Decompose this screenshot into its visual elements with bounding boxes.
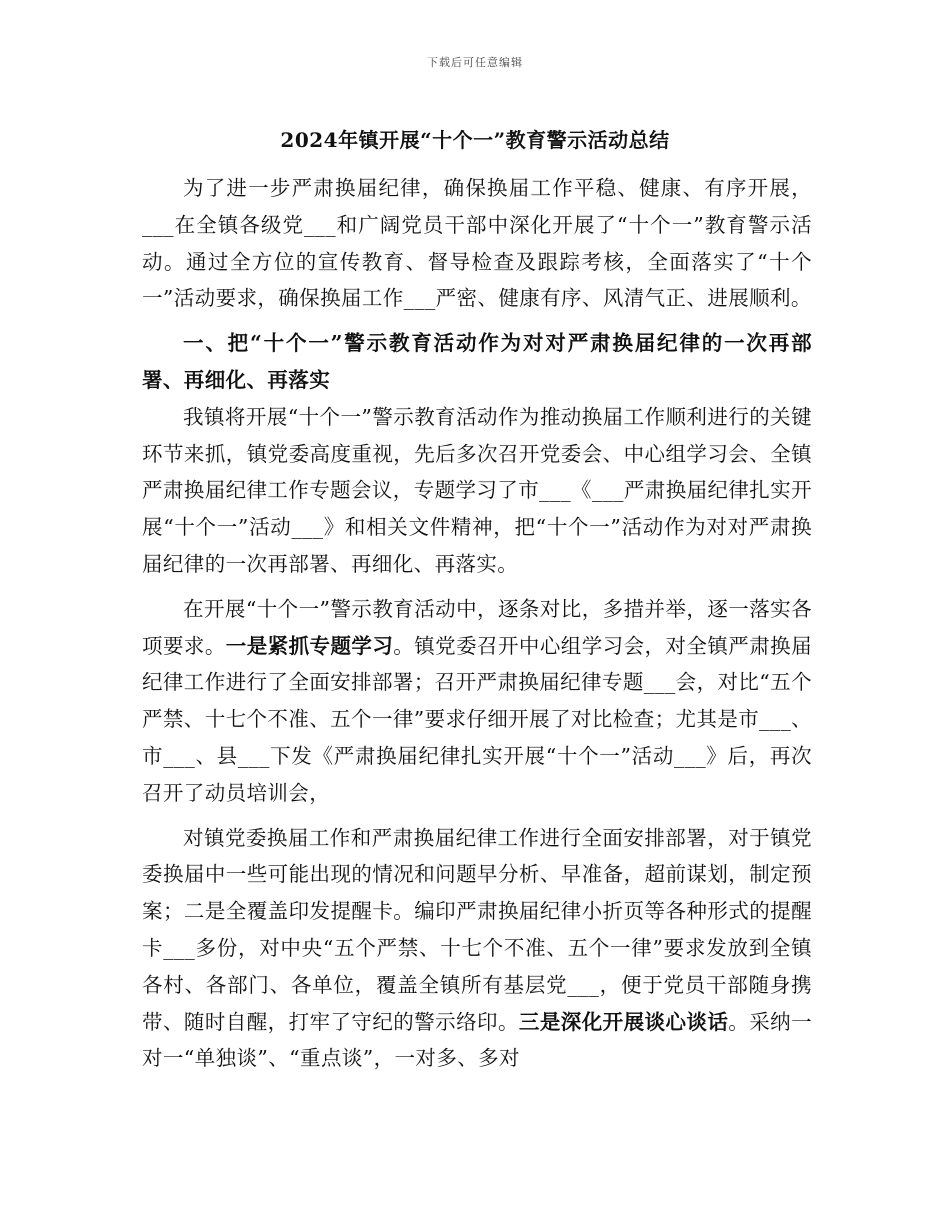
paragraph-3-bold: 一是紧抓专题学习 bbox=[225, 633, 394, 658]
header-note: 下载后可任意编辑 bbox=[427, 56, 523, 69]
paragraph-4-rest: 。采纳一对一“单独谈”、“重点谈”，一对多、多对 bbox=[142, 1009, 812, 1071]
paragraph-intro: 为了进一步严肃换届纪律，确保换届工作平稳、健康、有序开展，___在全镇各级党___和广阔党员干部中深化开展了“十个一”教育警示活动。通过全方位的宣传教育、督导检查及跟踪考核，全面落实了“十个一”活动要求，确保换届工作___严密、健康有序、风清气正、进展顺利。 bbox=[142, 176, 812, 311]
paragraph-4-bold: 三是深化开展谈心谈话 bbox=[518, 1009, 729, 1034]
paragraph-2: 我镇将开展“十个一”警示教育活动作为推动换届工作顺利进行的关键环节来抓，镇党委高度重视，先后多次召开党委会、中心组学习会、全镇严肃换届纪律工作专题会议，专题学习了市___《___严肃换届纪律扎实开展“十个一”活动___》和相关文件精神，把“十个一”活动作为对对严肃换届纪律的一次再部署、再细化、再落实。 bbox=[142, 404, 812, 576]
paragraph-3-rest: 。镇党委召开中心组学习会，对全镇严肃换届纪律工作进行了全面安排部署；召开严肃换届纪律专题___会，对比“五个严禁、十七个不准、五个一律”要求仔细开展了对比检查；尤其是市___、市___、县___下发《严肃换届纪律扎实开展“十个一”活动___》后，再次召开了动员培训会， bbox=[142, 633, 813, 805]
paragraph-3 bbox=[142, 591, 812, 812]
paragraph-4-lead: 对镇党委换届工作和严肃换届纪律工作进行全面安排部署，对于镇党委换届中一些可能出现的情况和问题早分析、早准备，超前谋划，制定预案；二是全覆盖印发提醒卡。编印严肃换届纪律小折页等各种形式的提醒卡___多份，对中央“五个严禁、十七个不准、五个一律”要求发放到全镇各村、各部门、各单位，覆盖全镇所有基层党___，便于党员干部随身携带、随时自醒，打牢了守纪的警示络印。 bbox=[142, 825, 812, 1034]
paragraph-4 bbox=[142, 820, 812, 1078]
paragraph-3-lead: 在开展“十个一”警示教育活动中，逐条对比，多措并举，逐一落实各项要求。 bbox=[142, 596, 812, 658]
document-title: 2024年镇开展“十个一”教育警示活动总结 bbox=[280, 128, 670, 152]
section-heading-1: 一、把“十个一”警示教育活动作为对对严肃换届纪律的一次再部署、再细化、再落实 bbox=[142, 331, 812, 392]
document-body bbox=[142, 170, 812, 1077]
